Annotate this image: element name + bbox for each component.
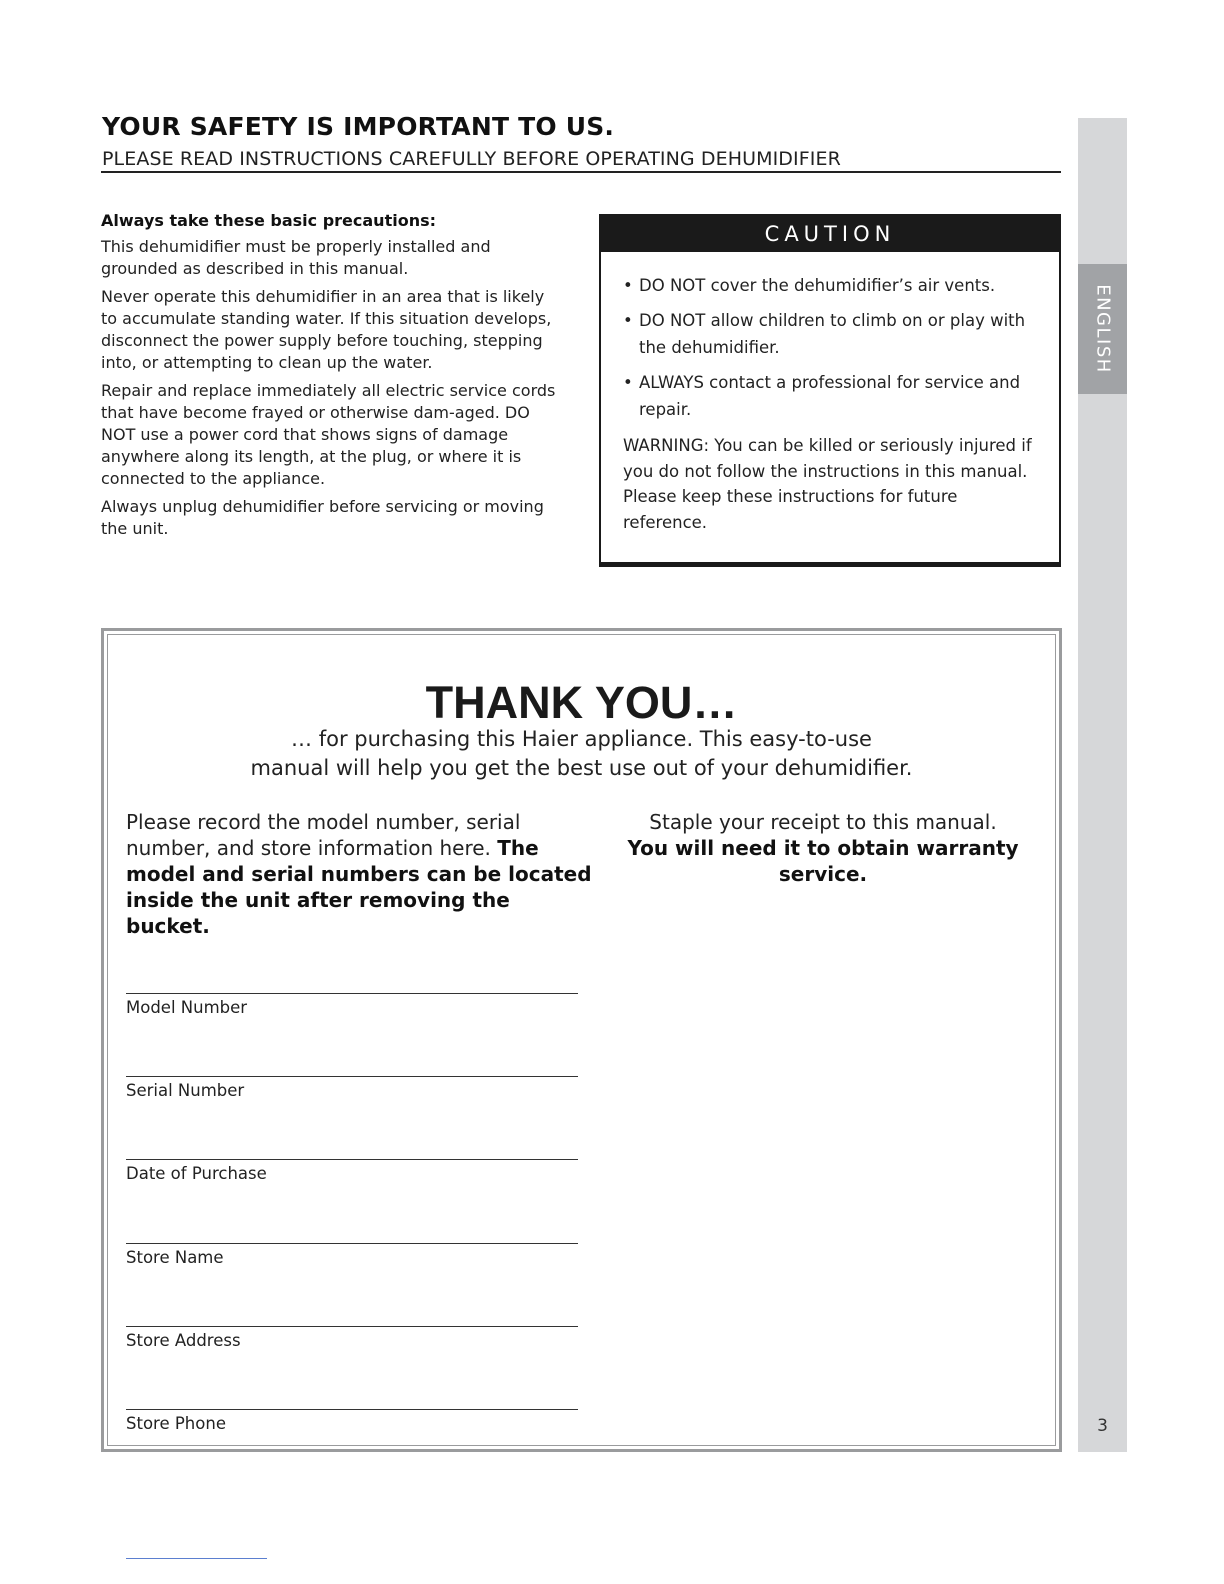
record-note-text: Please record the model number, serial number, and store information here. [126, 810, 521, 860]
field-line [126, 993, 578, 994]
record-fields [126, 993, 578, 1492]
field-label: Model Number [126, 998, 248, 1017]
caution-item: • DO NOT cover the dehumidifier’s air vents. [623, 272, 1041, 299]
field-line [126, 1159, 578, 1160]
language-tab [1078, 264, 1127, 394]
model-number-field[interactable] [126, 993, 578, 1076]
serial-number-field[interactable] [126, 1076, 578, 1159]
page-number: 3 [1097, 1416, 1108, 1436]
thank-you-title: THANK YOU… [425, 677, 738, 728]
precautions-heading: Always take these basic precautions: [101, 211, 437, 230]
thank-you-subtitle-line: … for purchasing this Haier appliance. This easy-to-use [291, 727, 872, 751]
caution-box [599, 214, 1061, 567]
receipt-note [588, 809, 1058, 887]
field-label: Store Phone [126, 1413, 226, 1433]
precaution-paragraph: Repair and replace immediately all electric service cords that have become frayed or otherwise dam-aged. DO NOT use a power cord that shows signs of damage anywhere along its length, at the plug, or where it is connected to the appliance. [101, 381, 556, 488]
field-line [126, 1326, 578, 1327]
record-note-bold: The model and serial numbers can be located inside the unit after removing the bucket. [126, 836, 592, 938]
store-name-field[interactable] [126, 1243, 578, 1326]
date-of-purchase-field[interactable] [126, 1159, 578, 1242]
field-line [126, 1076, 578, 1077]
thank-you-box [101, 628, 1062, 1452]
precaution-paragraph: This dehumidifier must be properly installed and grounded as described in this manual. [101, 237, 491, 278]
field-label: Date of Purchase [126, 1164, 267, 1184]
field-label: Store Address [126, 1330, 241, 1350]
store-phone-field[interactable] [126, 1409, 578, 1492]
page-title: YOUR SAFETY IS IMPORTANT TO US. [102, 112, 615, 141]
caution-item: • DO NOT allow children to climb on or play with the dehumidifier. [623, 307, 1041, 361]
record-note [126, 809, 596, 939]
store-address-field[interactable] [126, 1326, 578, 1409]
field-line [126, 1409, 578, 1410]
header-divider [101, 171, 1061, 173]
field-label: Store Name [126, 1247, 224, 1267]
thank-you-inner-border [107, 634, 1056, 1446]
language-tab-label: ENGLISH [1092, 284, 1113, 374]
thank-you-subtitle [188, 725, 975, 783]
caution-item: • ALWAYS contact a professional for service and repair. [623, 369, 1041, 423]
caution-title: CAUTION [601, 216, 1059, 252]
thank-you-subtitle-line: manual will help you get the best use out of your dehumidifier. [250, 756, 913, 780]
precaution-paragraph: Never operate this dehumidifier in an area that is likely to accumulate standing water. If this situation develops, disconnect the power supply before touching, stepping into, or attempting to clean up the water. [101, 287, 552, 372]
caution-warning: WARNING: You can be killed or seriously injured if you do not follow the instructions in this manual. Please keep these instructions for future reference. [623, 436, 1032, 532]
field-label: Serial Number [126, 1081, 245, 1101]
footer-link-line [126, 1558, 267, 1559]
precaution-paragraph: Always unplug dehumidifier before servicing or moving the unit. [101, 497, 544, 538]
caution-list [601, 272, 1059, 423]
field-line [126, 1243, 578, 1244]
receipt-note-text: Staple your receipt to this manual. [649, 810, 997, 834]
page-subtitle: PLEASE READ INSTRUCTIONS CAREFULLY BEFORE OPERATING DEHUMIDIFIER [102, 148, 841, 170]
precautions-section [101, 211, 561, 546]
receipt-note-bold: You will need it to obtain warranty service. [627, 836, 1019, 886]
